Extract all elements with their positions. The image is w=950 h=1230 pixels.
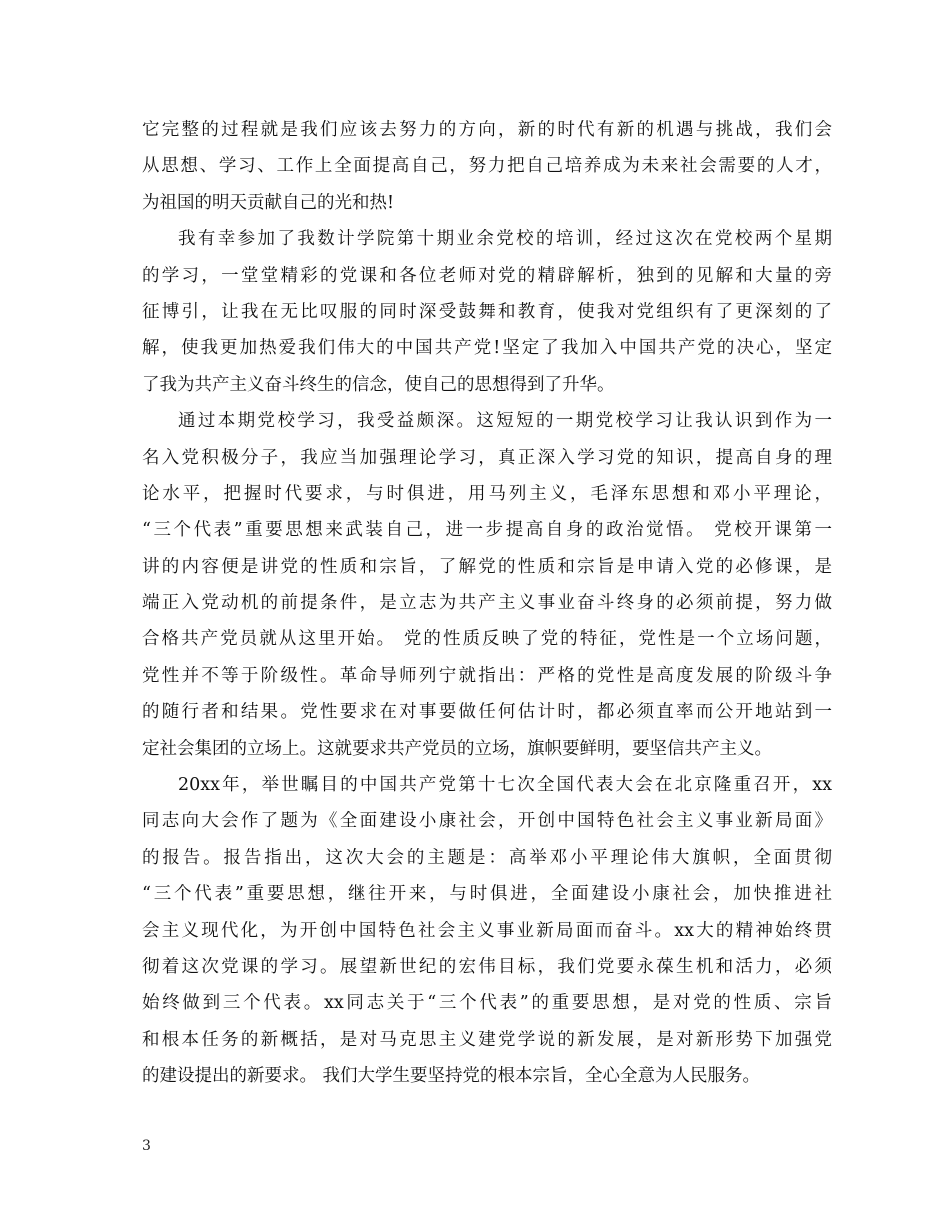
text-line: 和根本任务的新概括，是对马克思主义建党学说的新发展，是对新形势下加强党 bbox=[142, 1029, 832, 1050]
text-line: 了我为共产主义奋斗终生的信念，使自己的思想得到了升华。 bbox=[142, 374, 615, 395]
text-line: 为祖国的明天贡献自己的光和热! bbox=[142, 192, 395, 213]
text-line: 的建设提出的新要求。 我们大学生要坚持党的根本宗旨，全心全意为人民服务。 bbox=[142, 1066, 761, 1087]
text-line: “三个代表”重要思想，继往开来，与时俱进，全面建设小康社会，加快推进社 bbox=[142, 884, 832, 905]
text-line: 我有幸参加了我数计学院第十期业余党校的培训，经过这次在党校两个星期 bbox=[178, 229, 832, 250]
text-line: 名入党积极分子，我应当加强理论学习，真正深入学习党的知识，提高自身的理 bbox=[142, 447, 832, 468]
text-line: 同志向大会作了题为《全面建设小康社会，开创中国特色社会主义事业新局面》 bbox=[142, 811, 832, 832]
text-line: 的随行者和结果。党性要求在对事要做任何估计时，都必须直率而公开地站到一 bbox=[142, 702, 832, 723]
text-line: 会主义现代化，为开创中国特色社会主义事业新局面而奋斗。xx大的精神始终贯 bbox=[142, 920, 832, 941]
document-body bbox=[142, 112, 832, 1095]
paragraph bbox=[142, 403, 832, 767]
text-line: 解，使我更加热爱我们伟大的中国共产党!坚定了我加入中国共产党的决心，坚定 bbox=[142, 338, 832, 359]
paragraph bbox=[142, 112, 832, 221]
page-number: 3 bbox=[142, 1138, 151, 1154]
text-line: 它完整的过程就是我们应该去努力的方向，新的时代有新的机遇与挑战，我们会 bbox=[142, 120, 832, 140]
text-line: 的学习，一堂堂精彩的党课和各位老师对党的精辟解析，独到的见解和大量的旁 bbox=[142, 265, 832, 286]
text-line: 定社会集团的立场上。这就要求共产党员的立场，旗帜要鲜明，要坚信共产主义。 bbox=[142, 738, 772, 759]
text-line: 20xx年，举世瞩目的中国共产党第十七次全国代表大会在北京隆重召开，xx bbox=[178, 775, 832, 796]
text-line: 通过本期党校学习，我受益颇深。这短短的一期党校学习让我认识到作为一 bbox=[178, 411, 832, 432]
text-line: 彻着这次党课的学习。展望新世纪的宏伟目标，我们党要永葆生机和活力，必须 bbox=[142, 956, 832, 977]
text-line: 端正入党动机的前提条件，是立志为共产主义事业奋斗终身的必须前提，努力做 bbox=[142, 593, 832, 614]
text-line: 党性并不等于阶级性。革命导师列宁就指出：严格的党性是高度发展的阶级斗争 bbox=[142, 665, 832, 686]
text-line: “三个代表”重要思想来武装自己，进一步提高自身的政治觉悟。 党校开课第一 bbox=[142, 520, 832, 541]
text-line: 从思想、学习、工作上全面提高自己，努力把自己培养成为未来社会需要的人才， bbox=[142, 156, 832, 177]
paragraph bbox=[142, 767, 832, 1095]
text-line: 论水平，把握时代要求，与时俱进，用马列主义，毛泽东思想和邓小平理论， bbox=[142, 483, 832, 504]
text-line: 的报告。报告指出，这次大会的主题是：高举邓小平理论伟大旗帜，全面贯彻 bbox=[142, 847, 832, 868]
paragraph bbox=[142, 221, 832, 403]
text-line: 讲的内容便是讲党的性质和宗旨，了解党的性质和宗旨是申请入党的必修课，是 bbox=[142, 556, 832, 577]
text-line: 征博引，让我在无比叹服的同时深受鼓舞和教育，使我对党组织有了更深刻的了 bbox=[142, 301, 832, 322]
text-line: 始终做到三个代表。xx同志关于“三个代表”的重要思想，是对党的性质、宗旨 bbox=[142, 993, 832, 1014]
text-line: 合格共产党员就从这里开始。 党的性质反映了党的特征，党性是一个立场问题， bbox=[142, 629, 832, 650]
